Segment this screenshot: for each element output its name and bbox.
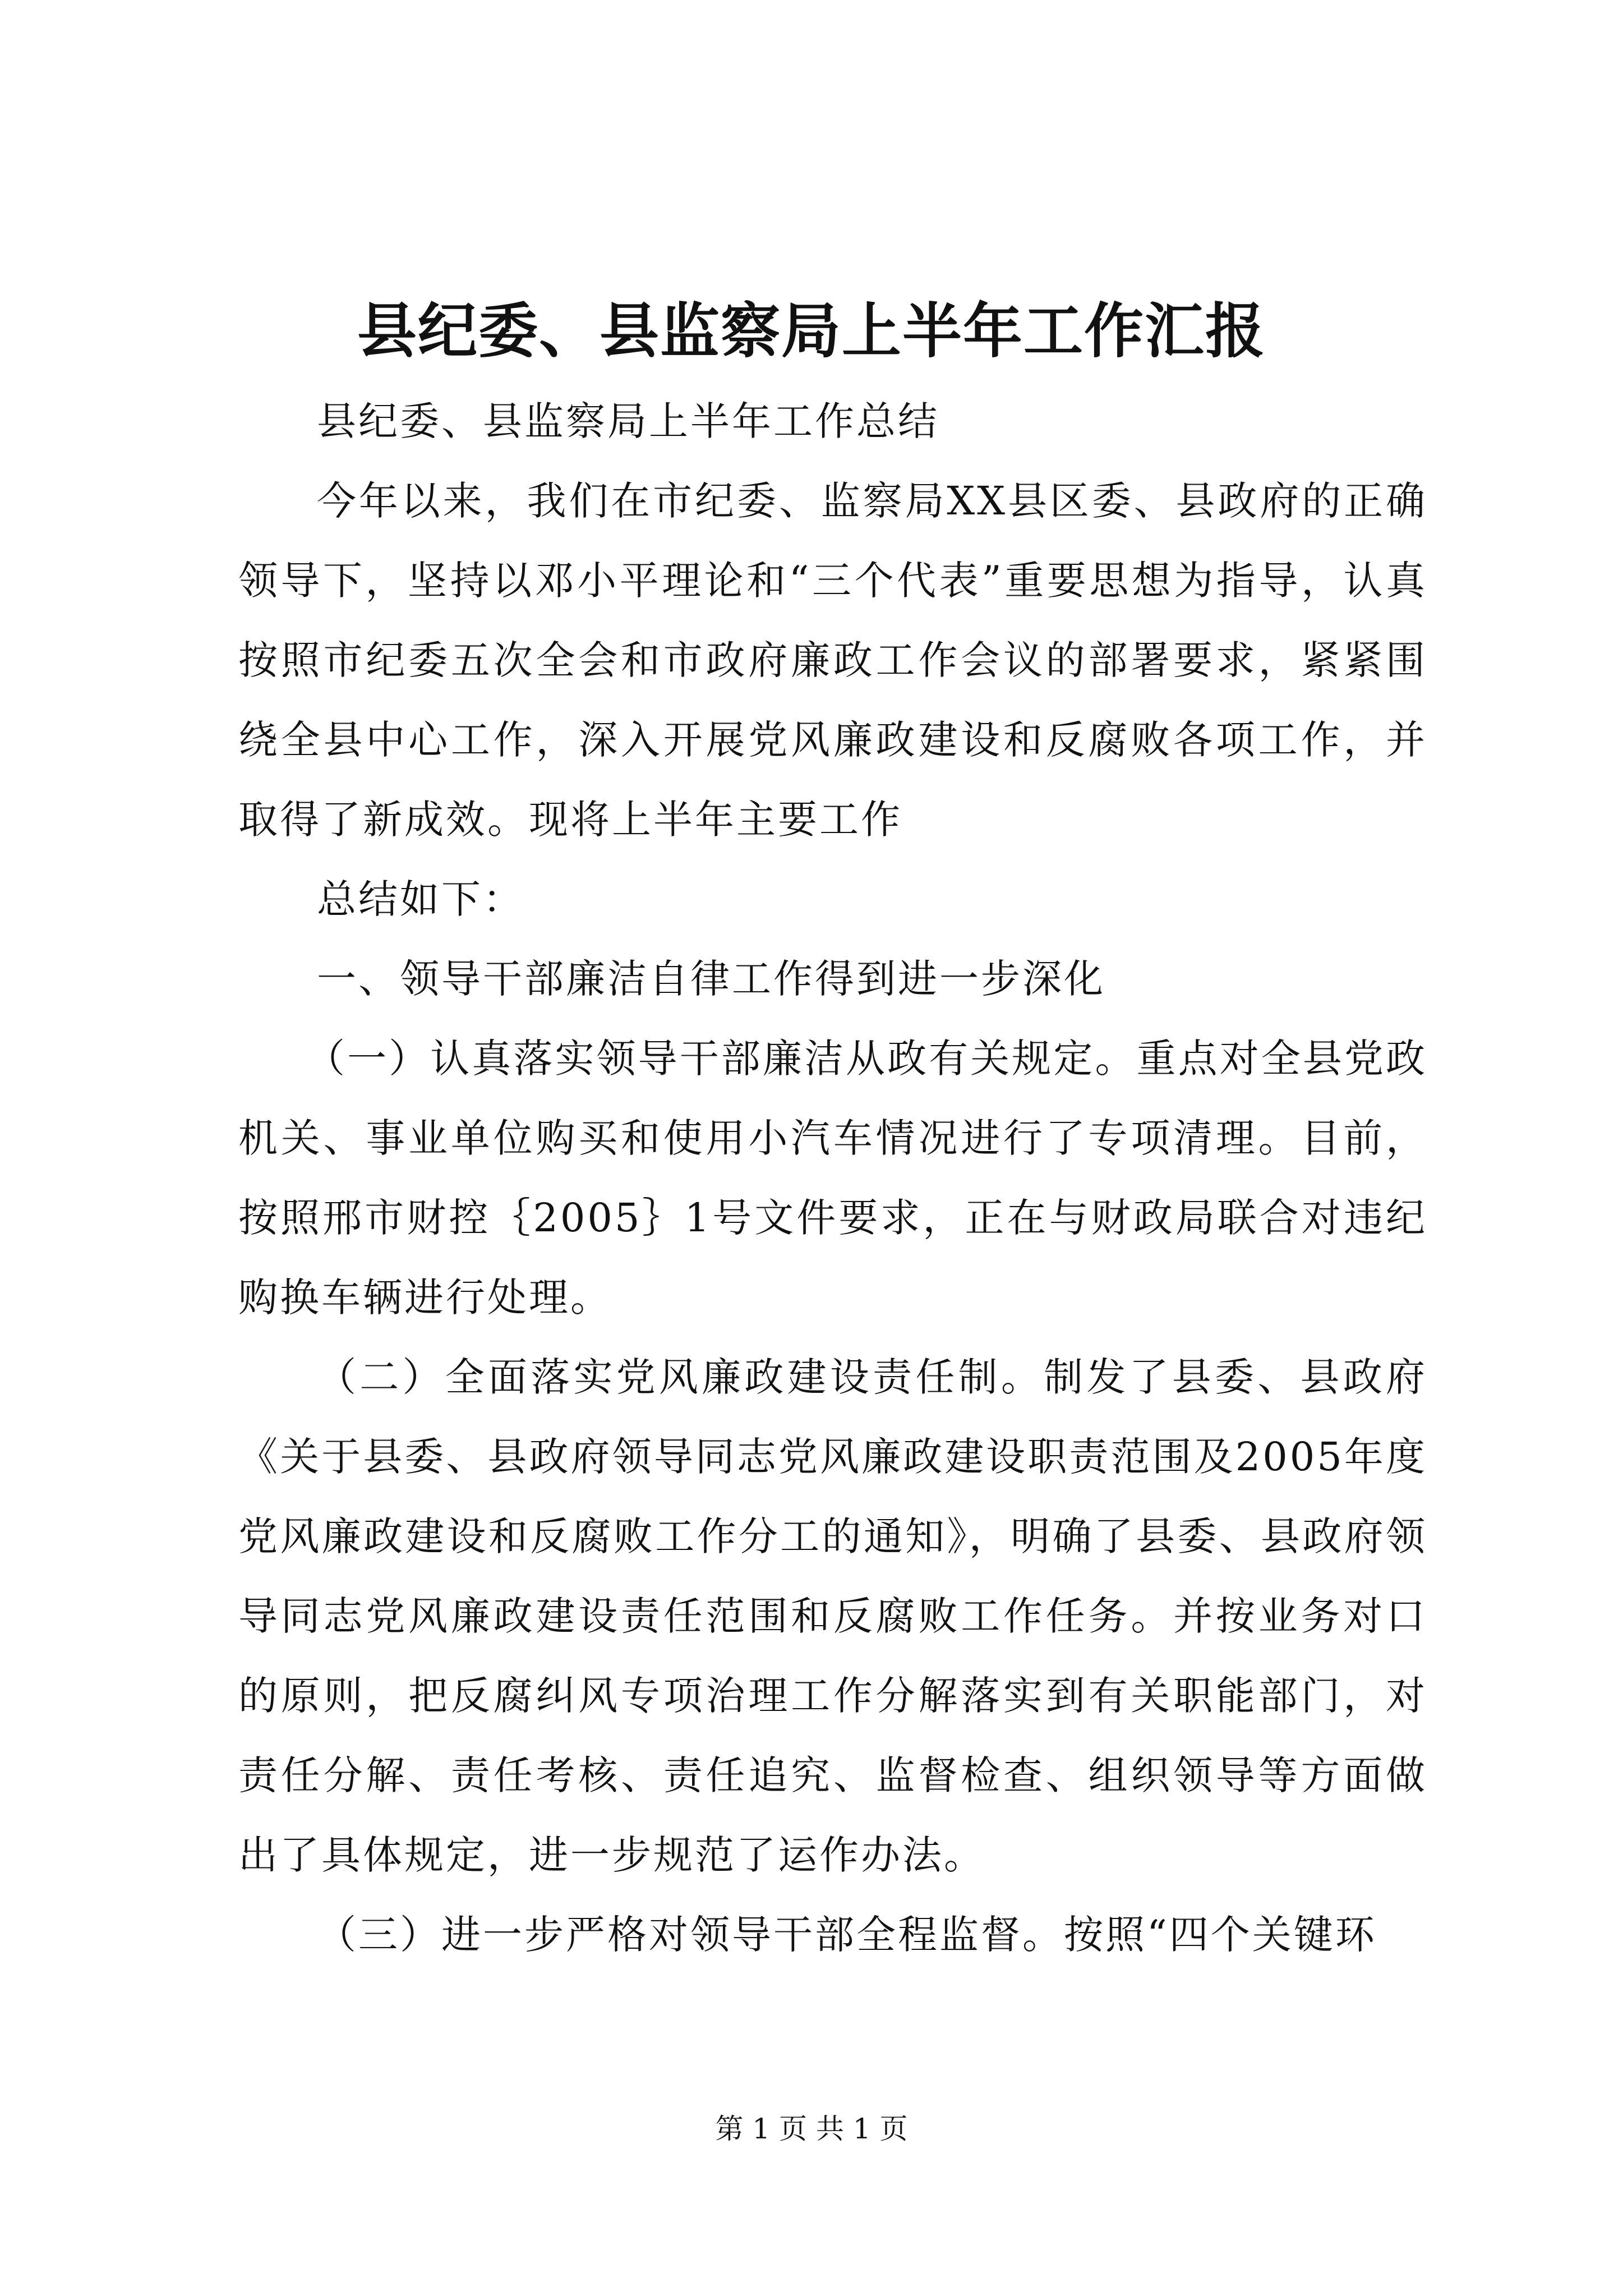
intro-paragraph: 今年以来，我们在市纪委、监察局XX县区委、县政府的正确领导下，坚持以邓小平理论和“三个代表”重要思想为指导，认真按照市纪委五次全会和市政府廉政工作会议的部署要求，紧紧围绕全县中心工作，深入开展党风廉政建设和反腐败各项工作，并取得了新成效。现将上半年主要工作 <box>238 478 1427 843</box>
summary-lead-paragraph: 总结如下： <box>317 876 524 922</box>
section-heading-1: 一、领导干部廉洁自律工作得到进一步深化 <box>317 956 1105 1002</box>
document-title: 县纪委、县监察局上半年工作汇报 <box>357 296 1266 366</box>
item-paragraph-2: （二）全面落实党风廉政建设责任制。制发了县委、县政府《关于县委、县政府领导同志党风廉政建设职责范围及2005年度党风廉政建设和反腐败工作分工的通知》，明确了县委、县政府领导同志党风廉政建设责任范围和反腐败工作任务。并按业务对口的原则，把反腐纠风专项治理工作分解落实到有关职能部门，对责任分解、责任考核、责任追究、监督检查、组织领导等方面做出了具体规定，进一步规范了运作办法。 <box>238 1354 1427 1878</box>
item-paragraph-1: （一）认真落实领导干部廉洁从政有关规定。重点对全县党政机关、事业单位购买和使用小汽车情况进行了专项清理。目前，按照邢市财控｛2005｝1号文件要求，正在与财政局联合对违纪购换车辆进行处理。 <box>238 1036 1427 1320</box>
page-number-footer: 第 1 页 共 1 页 <box>715 2113 908 2145</box>
subtitle-paragraph: 县纪委、县监察局上半年工作总结 <box>317 398 939 444</box>
item-paragraph-3: （三）进一步严格对领导干部全程监督。按照“四个关键环 <box>317 1912 1377 1958</box>
document-body <box>238 381 1427 1975</box>
